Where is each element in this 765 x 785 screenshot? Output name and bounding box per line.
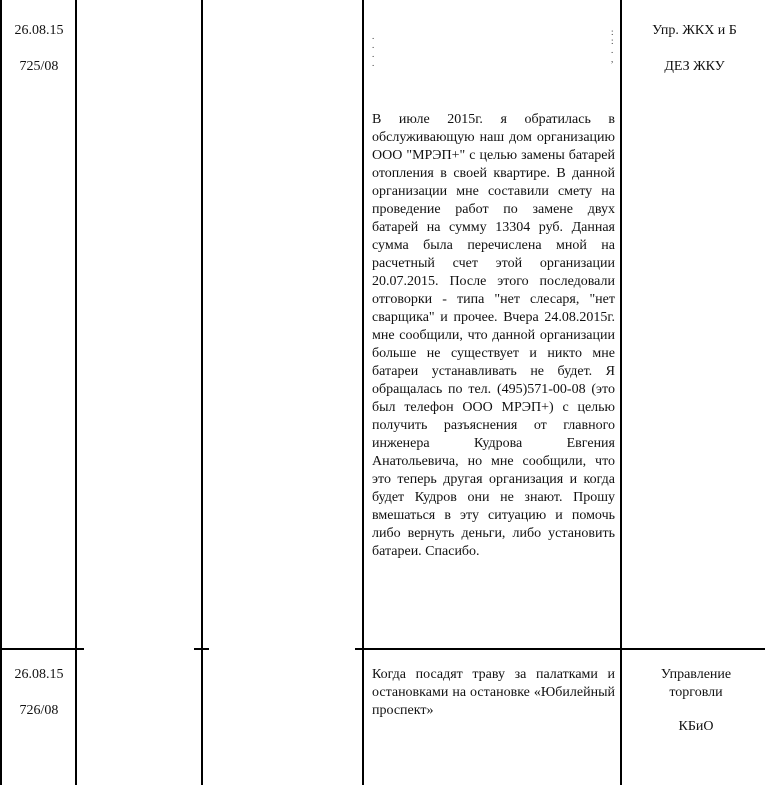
row2-date-cell	[3, 666, 75, 720]
row2-org-cell	[640, 666, 752, 736]
row1-complaint-text: В июле 2015г. я обратилась в обслуживающую наш дом организацию ООО "МРЭП+" с целью замены батарей отопления в своей квартире. В данной организации мне составили смету на проведение работ по замене двух батарей на сумму 13304 руб. Данная сумма была перечислена мной на расчетный счет этой организации 20.07.2015. После этого последовали отговорки - типа "нет слесаря, "нет сварщика" и прочее. Вчера 24.08.2015г. мне сообщили, что данной организации больше не существует и никто мне батареи устанавливать не будет. Я обращалась по тел. (495)571-00-08 (это был телефон ООО МРЭП+) с целью получить разъяснения от главного инженера Кудрова Евгения Анатольевича, но мне сообщили, что это теперь другая организация и когда будет Кудров они не знают. Прошу вмешаться в эту ситуацию и помочь либо вернуть деньги, либо установить батареи. Спасибо.	[372, 112, 615, 559]
row1-date: 26.08.15	[14, 23, 64, 38]
row2-date: 26.08.15	[14, 667, 64, 682]
row2-org-primary: Управление торговли	[660, 667, 732, 700]
row1-org-secondary: ДЕЗ ЖКУ	[664, 59, 725, 74]
row2-complaint-text: Когда посадят траву за палатками и остановками на остановке «Юбилейный проспект»	[372, 667, 615, 718]
row1-date-cell	[3, 22, 75, 76]
column-border-2	[75, 0, 77, 785]
row1-dots-left: . . . .	[372, 31, 375, 68]
row2-number: 726/08	[19, 703, 59, 718]
row1-dots-right: : : . ,	[611, 27, 614, 64]
column-border-4	[362, 0, 364, 785]
row-divider-seg3	[355, 648, 765, 650]
row1-number: 725/08	[19, 59, 59, 74]
row-divider-seg2	[194, 648, 209, 650]
column-border-1	[0, 0, 2, 785]
row1-org-primary: Упр. ЖКХ и Б	[652, 23, 737, 38]
column-border-5	[620, 0, 622, 785]
column-border-3	[201, 0, 203, 785]
row1-org-cell	[624, 22, 765, 76]
row2-org-secondary: КБиО	[678, 719, 714, 734]
row-divider-seg1	[0, 648, 84, 650]
